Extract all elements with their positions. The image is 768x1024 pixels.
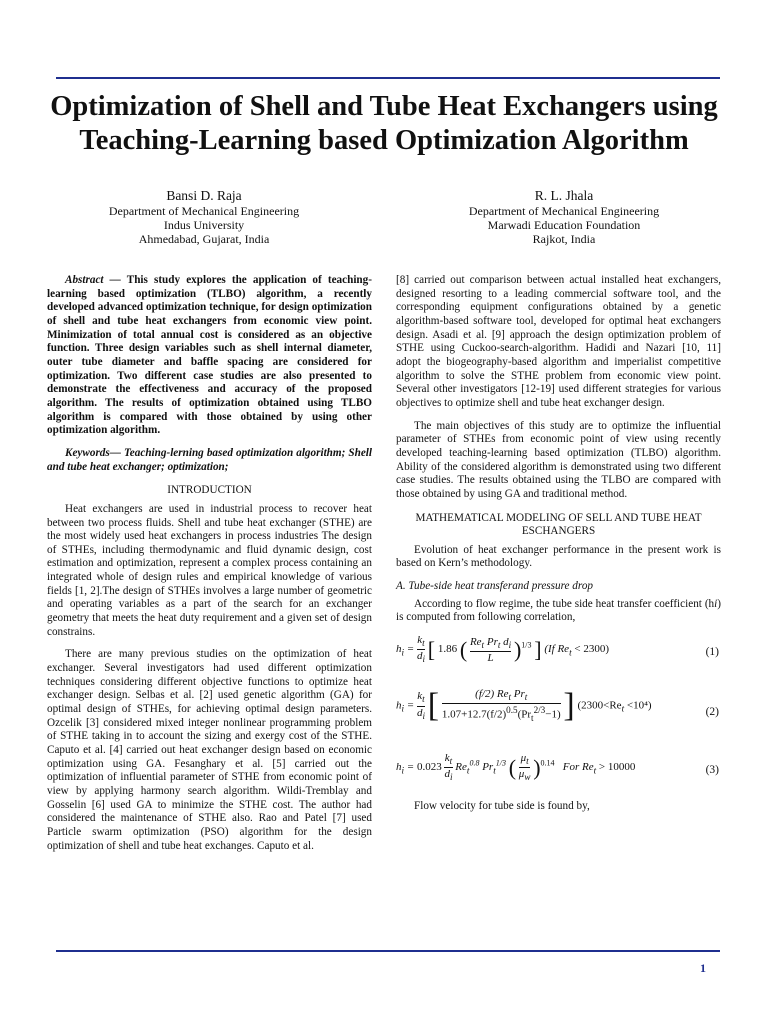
keywords-text: Teaching-lerning based optimization algorithm; Shell and tube heat exchanger; optimization; bbox=[47, 446, 373, 473]
author-organization: Indus University bbox=[163, 218, 245, 232]
right-paragraph-2: The main objectives of this study are to optimize the influential parameter of STHEs from economic point of view using recently developed teaching-learning based optimization (TLBO) algorithm. Ability of the considered algorithm is demonstrated using two different case studies. The results obtained using the TLBO are compared with those obtained by using GA and traditional method. bbox=[396, 419, 721, 500]
math-paragraph-1: Evolution of heat exchanger performance in the present work is based on Kern’s methodology. bbox=[396, 543, 721, 570]
bottom-rule bbox=[56, 950, 720, 952]
intro-paragraph-1: Heat exchangers are used in industrial process to recover heat between two process fluids. Shell and tube heat exchanger (STHE) are the most widely used heat exchangers in process industries The design of STHEs, including thermodynamic and fluid dynamic design, cost estimation and optimization, represent a complex process containing an integrated whole of design rules and empirical knowledge of various fields [1, 2].The design of STHEs involves a large number of geometric and operating variables as a part of the search for an exchanger geometry that meets the heat duty requirement and a given set of design constrains. bbox=[47, 502, 372, 638]
author-location: Rajkot, India bbox=[532, 232, 596, 246]
author-block-2 bbox=[404, 188, 724, 246]
subsection-heading-a: A. Tube-side heat transferand pressure drop bbox=[396, 580, 594, 593]
equation-number: (3) bbox=[705, 764, 719, 777]
equation-3-condition-tail: > 10000 bbox=[596, 761, 636, 774]
section-heading-introduction: INTRODUCTION bbox=[167, 484, 252, 497]
right-paragraph-1: [8] carried out comparison between actual installed heat exchangers, designed resorting to a leading commercial software tool, and the corresponding equipment configurations obtained by a genetic algorithm-based software tool, developed for optimal heat exchangers design. Asadi et al. [9] approach the design optimization problem of STHE using Cuckoo-search-algorithm. Hadidi and Nazari [10, 11] adopt the biogeography-based algorithm and imperialist competitive algorithm to solve the STHE problem from economic view point. Several other investigators [12-19] used different strategies for various objectives to optimize shell and tube heat exchanger design. bbox=[396, 274, 721, 409]
keywords bbox=[47, 447, 372, 474]
abstract-text: This study explores the application of teaching-learning based optimization (TLBO) algorithm, a recently developed advanced optimization technique, for design optimization of shell and tube heat exchangers from economic view point. Minimization of total annual cost is considered as an objective function. Three design variables such as shell internal diameter, outer tube diameter and baffle spacing are considered for optimization. Two different case studies are also presented to demonstrate the effectiveness and accuracy of the proposed algorithm. The results of optimization obtained using TLBO algorithm is compared with those obtained by using other optimization algorithm. bbox=[47, 274, 372, 437]
flow-velocity-text: Flow velocity for tube side is found by, bbox=[414, 800, 590, 813]
equation-number: (2) bbox=[705, 706, 719, 719]
top-rule bbox=[56, 77, 720, 79]
equation-2: $h_i$ = $\frac{k_t}{d_i}$ [ $\frac{(f/2) Re_t Pr_t}{1.07+12.7(f/2)^{0.5}(Pr_t^{2/3}-1)}$ ] $(2300<Re_t <10^4)$ (2) bbox=[396, 687, 719, 725]
equation-1: $h_i$ = $\frac{k_t}{d_i}$ [ 1.86 ( $\frac{Re_t Pr_t d_i}{L}$ )$^{1/3}$ ] (If $Re_t < 2300$) (1) bbox=[396, 634, 719, 665]
right-column bbox=[396, 274, 721, 823]
author-block-1 bbox=[44, 188, 364, 246]
math-paragraph-2: According to flow regime, the tube side heat transfer coefficient (hi) is computed from following correlation, bbox=[396, 597, 721, 624]
author-department: Department of Mechanical Engineering bbox=[108, 204, 300, 218]
author-location: Ahmedabad, Gujarat, India bbox=[138, 232, 270, 246]
section-heading-math: MATHEMATICAL MODELING OF SELL AND TUBE HEAT ESCHANGERS bbox=[415, 511, 702, 538]
equation-1-condition: (If Re bbox=[544, 643, 570, 656]
author-organization: Marwadi Education Foundation bbox=[487, 218, 641, 232]
abstract-label: Abstract — bbox=[65, 274, 121, 286]
left-column bbox=[47, 274, 372, 862]
abstract bbox=[47, 274, 372, 438]
equation-3-condition: For Re bbox=[562, 761, 594, 774]
equation-3: $h_i = 0.023$ $\frac{k_t}{d_i}$ $Re_t^{0.8}$ $Pr_t^{1/3}$ ( $\frac{\mu_t}{\mu_w}$ )$^{0.14}$ For $Re_t > 10000$ (3) bbox=[396, 752, 719, 783]
author-name: R. L. Jhala bbox=[534, 188, 594, 203]
author-name: Bansi D. Raja bbox=[166, 188, 242, 203]
math-paragraph-2-text: According to flow regime, the tube side heat transfer coefficient (h bbox=[414, 597, 715, 610]
math-paragraph-2-tail: ) is computed from following correlation, bbox=[396, 597, 721, 624]
equation-number: (1) bbox=[705, 646, 719, 659]
equation-1-condition-tail: < 2300) bbox=[571, 643, 609, 656]
paper-title: Optimization of Shell and Tube Heat Exchangers using Teaching-Learning based Optimization Algorithm bbox=[50, 91, 718, 156]
author-department: Department of Mechanical Engineering bbox=[468, 204, 660, 218]
keywords-label: Keywords— bbox=[65, 446, 121, 459]
equation-2-condition-tail: <10⁴) bbox=[624, 699, 652, 712]
intro-paragraph-2: There are many previous studies on the optimization of heat exchanger. Several investigators had used different optimization techniques considering different objective functions to optimize heat exchanger design. Selbas et al. [2] used genetic algorithm (GA) for optimal design of STHEs, for achieving optimal design parameters. Ozcelik [3] considered mixed integer nonlinear programming problem of STHE taking in to account the sizing and exergy cost of the STHE. Caputo et al. [4] carried out heat exchanger design based on economic optimization using GA. Fesanghary et al. [5] carried out the optimization of influential parameter of STHE from economic point of view by applying harmony search algorithm. Wildi-Tremblay and Gosselin [6] used GA to minimize the STHE cost. The author had considered the maintenance of STHE also. Rao and Patel [7] used Particle swarm optimization (PSO) algorithm for the design optimization of shell and tube heat exchanges. Caputo et al. bbox=[47, 648, 372, 852]
page-number: 1 bbox=[700, 961, 706, 975]
equation-2-condition: (2300<Re bbox=[577, 699, 622, 712]
